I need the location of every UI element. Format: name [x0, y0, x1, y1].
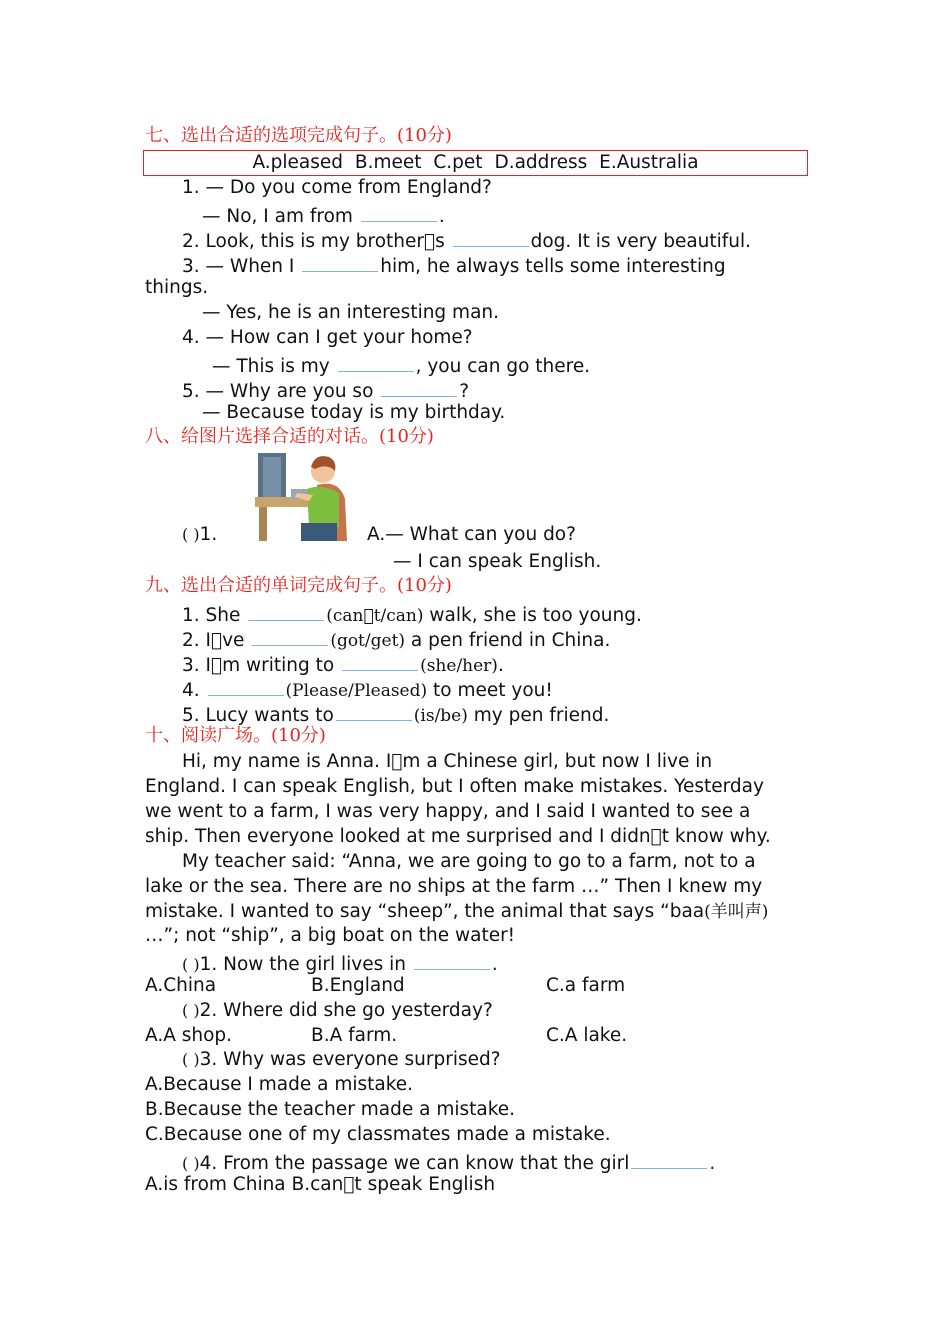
q9-1: 1. She (can t/can) walk, she is too young.	[182, 600, 642, 628]
q10-1: ( )1. Now the girl lives in .	[182, 949, 498, 977]
answer-blank[interactable]	[414, 949, 490, 970]
answer-blank[interactable]	[381, 376, 457, 397]
q9-5: 5. Lucy wants to (is/be) my pen friend.	[182, 700, 609, 728]
answer-blank[interactable]	[338, 351, 414, 372]
passage-line: mistake. I wanted to say “sheep”, the animal that says “baa(羊叫声)	[145, 901, 769, 922]
answer-blank[interactable]	[453, 226, 529, 247]
q10-3-option-c: C.Because one of my classmates made a mistake.	[145, 1124, 611, 1145]
q8-1: ( )1.	[182, 524, 218, 545]
answer-blank[interactable]	[361, 201, 437, 222]
q10-3-option-a: A.Because I made a mistake.	[145, 1074, 414, 1095]
q10-4: ( )4. From the passage we can know that the girl .	[182, 1148, 715, 1176]
options-list: A.pleased B.meet C.pet D.address E.Australia	[252, 152, 699, 173]
q10-3: ( )3. Why was everyone surprised?	[182, 1049, 501, 1070]
passage-line: we went to a farm, I was very happy, and I said I wanted to see a	[145, 801, 751, 822]
q7-3: 3. — When I him, he always tells some interesting	[182, 251, 726, 279]
answer-blank[interactable]	[252, 625, 328, 646]
answer-blank[interactable]	[336, 700, 412, 721]
passage-line: ship. Then everyone looked at me surprised and I didn t know why.	[145, 826, 771, 847]
q10-1-option-a: A.China	[145, 975, 217, 996]
q7-4-question: 4. — How can I get your home?	[182, 327, 473, 348]
q10-2: ( )2. Where did she go yesterday?	[182, 1000, 493, 1021]
q10-2-option-a: A.A shop.	[145, 1025, 233, 1046]
passage-line: My teacher said: “Anna, we are going to go to a farm, not to a	[182, 851, 756, 872]
section-7-title: 七、选出合适的选项完成句子。(10分)	[145, 125, 452, 146]
section-8-title: 八、给图片选择合适的对话。(10分)	[145, 426, 434, 447]
section-9-title: 九、选出合适的单词完成句子。(10分)	[145, 575, 452, 596]
q7-5-answer: — Because today is my birthday.	[202, 402, 506, 423]
q8-option-a: A.— What can you do?	[367, 524, 576, 545]
q7-4-answer: — This is my , you can go there.	[212, 351, 590, 379]
passage-line: England. I can speak English, but I often make mistakes. Yesterday	[145, 776, 764, 797]
q10-3-option-b: B.Because the teacher made a mistake.	[145, 1099, 516, 1120]
q9-4: 4. (Please/Pleased) to meet you!	[182, 675, 553, 703]
answer-blank[interactable]	[248, 600, 324, 621]
answer-blank[interactable]	[208, 675, 284, 696]
q10-1-option-b: B.England	[311, 975, 405, 996]
q7-3-cont: things.	[145, 277, 209, 298]
q7-1-question: 1. — Do you come from England?	[182, 177, 492, 198]
answer-blank[interactable]	[302, 251, 378, 272]
q7-3-answer: — Yes, he is an interesting man.	[202, 302, 500, 323]
answer-blank[interactable]	[342, 650, 418, 671]
q7-5: 5. — Why are you so ?	[182, 376, 469, 404]
answer-blank[interactable]	[631, 1148, 707, 1169]
boy-computer-illustration	[255, 449, 348, 541]
q8-option-a-reply: — I can speak English.	[393, 551, 602, 572]
q10-2-option-c: C.A lake.	[546, 1025, 628, 1046]
q10-2-option-b: B.A farm.	[311, 1025, 398, 1046]
passage-line: …”; not “ship”, a big boat on the water!	[145, 925, 516, 946]
q10-1-option-c: C.a farm	[546, 975, 626, 996]
q10-4-options: A.is from China B.can t speak English	[145, 1174, 496, 1195]
options-box	[143, 150, 808, 176]
q9-2: 2. I ve (got/get) a pen friend in China.	[182, 625, 610, 653]
q7-1-answer: — No, I am from .	[202, 201, 445, 229]
passage-line: lake or the sea. There are no ships at the farm …” Then I knew my	[145, 876, 763, 897]
q7-2: 2. Look, this is my brother s dog. It is very beautiful.	[182, 226, 751, 254]
passage-line: Hi, my name is Anna. I m a Chinese girl, but now I live in	[182, 751, 713, 772]
section-10-title: 十、阅读广场。(10分)	[145, 725, 326, 746]
q9-3: 3. I m writing to (she/her).	[182, 650, 504, 678]
